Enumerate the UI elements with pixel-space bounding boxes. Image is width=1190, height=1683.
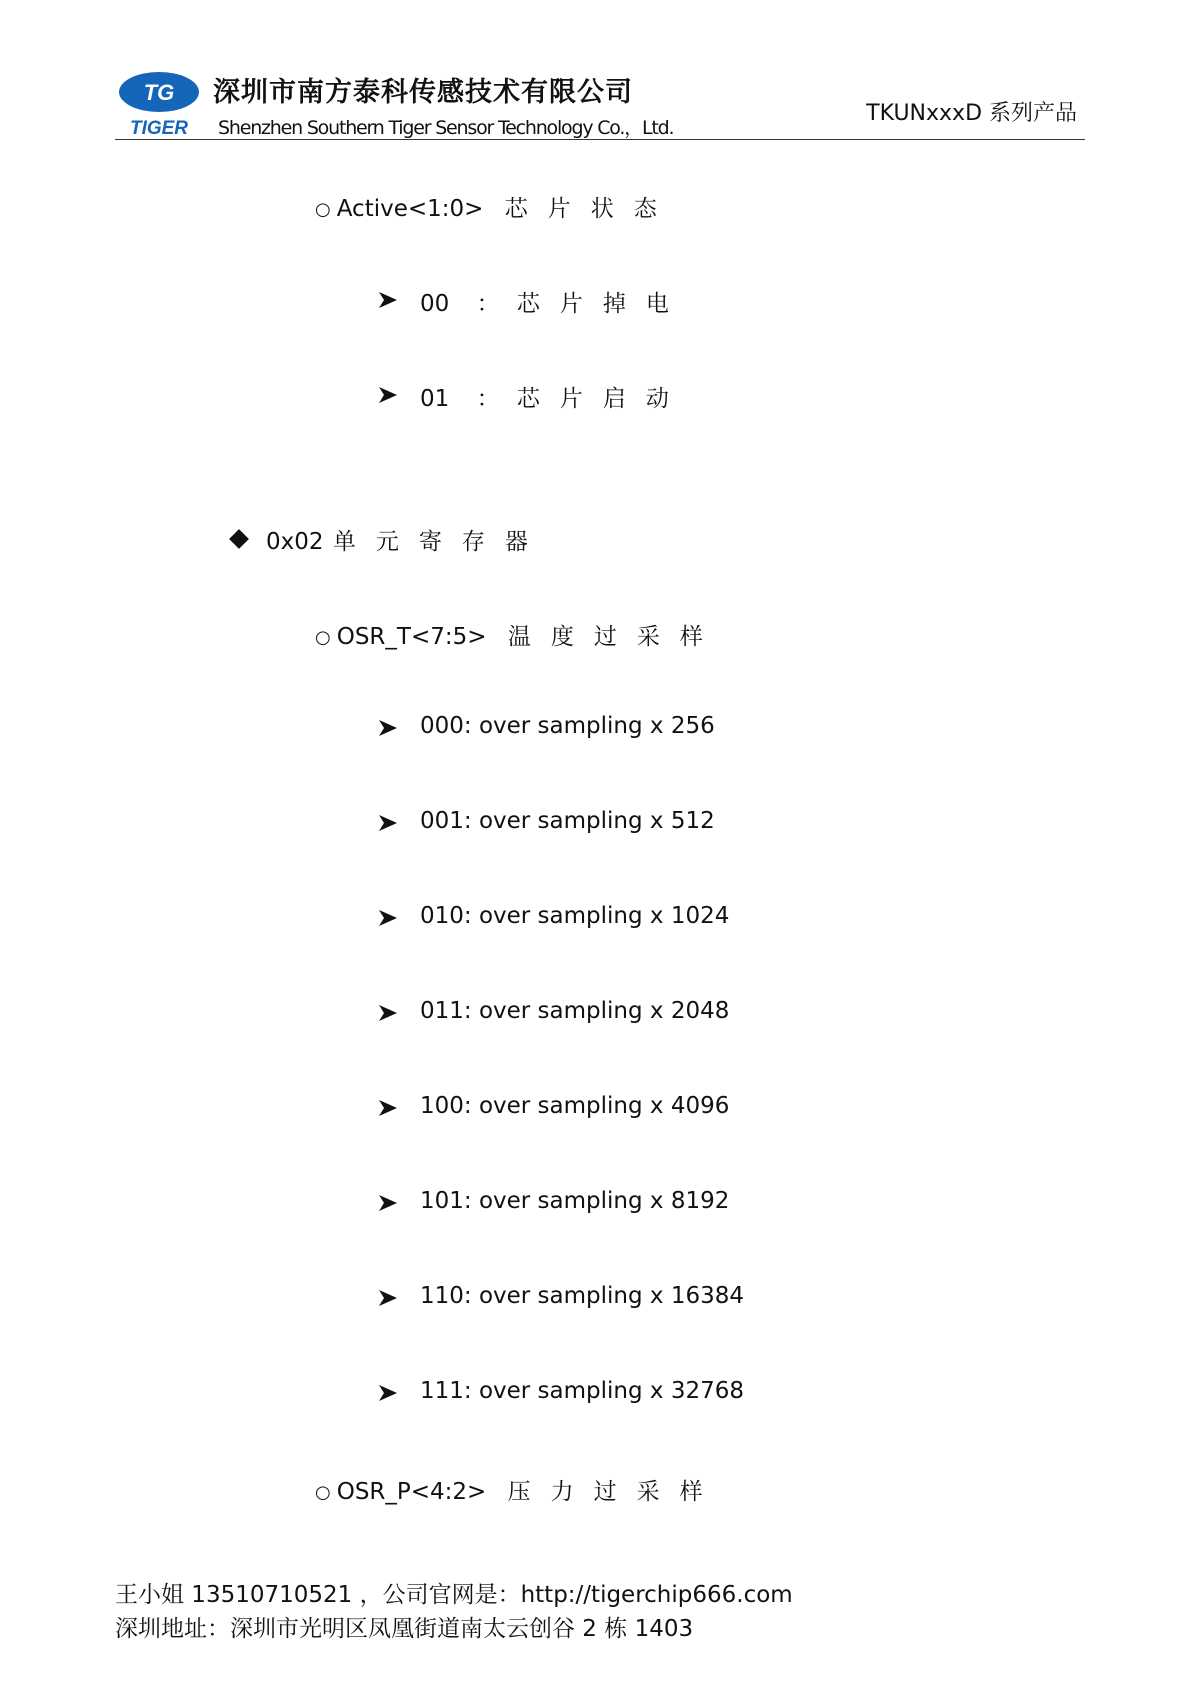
footer-contact: 王小姐 13510710521 ，公司官网是：http://tigerchip666.com [115, 1582, 793, 1608]
option-text: 100: over sampling x 4096 [420, 1093, 730, 1119]
field-desc: 芯片状态 [504, 196, 677, 222]
option-text: 000: over sampling x 256 [420, 713, 715, 739]
circle-bullet-icon: ○ [315, 1482, 331, 1503]
field-label: Active<1:0> [336, 196, 484, 222]
option-desc: 芯片启动 [516, 386, 689, 412]
diamond-bullet-icon [229, 529, 249, 549]
osr-t-option-item [378, 1188, 729, 1214]
svg-text:TG: TG [143, 80, 175, 105]
arrow-bullet-icon [378, 1194, 398, 1212]
company-logo [115, 68, 203, 140]
circle-bullet-icon: ○ [315, 627, 331, 648]
osr-t-option-item [378, 1378, 744, 1404]
arrow-bullet-icon [378, 386, 398, 404]
osr-t-option-item [378, 1283, 744, 1309]
osr-t-option-item [378, 1093, 729, 1119]
register-address: 0x02 [266, 529, 324, 555]
arrow-bullet-icon [378, 814, 398, 832]
company-name-cn: 深圳市南方泰科传感技术有限公司 [213, 77, 633, 108]
arrow-bullet-icon [378, 719, 398, 737]
option-code: 01 [420, 386, 450, 412]
osr-t-option-item [378, 808, 715, 834]
register-heading [232, 523, 548, 556]
arrow-bullet-icon [378, 1099, 398, 1117]
page-header [115, 60, 1085, 140]
option-separator: ： [476, 386, 500, 412]
option-text: 111: over sampling x 32768 [420, 1378, 744, 1404]
osr-t-option-item [378, 713, 715, 739]
circle-bullet-icon: ○ [315, 199, 331, 220]
osr-t-option-item [378, 998, 729, 1024]
option-text: 101: over sampling x 8192 [420, 1188, 730, 1214]
arrow-bullet-icon [378, 1004, 398, 1022]
footer-address: 深圳地址：深圳市光明区凤凰街道南太云创谷 2 栋 1403 [115, 1616, 694, 1642]
register-desc: 单元寄存器 [332, 529, 548, 555]
arrow-bullet-icon [378, 1289, 398, 1307]
option-desc: 芯片掉电 [516, 291, 689, 317]
company-name-en: Shenzhen Southern Tiger Sensor Technology Co.，Ltd. [218, 117, 674, 139]
svg-text:TIGER: TIGER [129, 118, 189, 139]
option-text: 001: over sampling x 512 [420, 808, 715, 834]
option-separator: ： [476, 291, 500, 317]
option-text: 010: over sampling x 1024 [420, 903, 730, 929]
field-label: OSR_T<7:5> [336, 624, 487, 650]
osr-t-field [315, 618, 723, 651]
option-code: 00 [420, 291, 450, 317]
option-text: 011: over sampling x 2048 [420, 998, 730, 1024]
field-label: OSR_P<4:2> [336, 1479, 487, 1505]
arrow-bullet-icon [378, 909, 398, 927]
arrow-bullet-icon [378, 291, 398, 309]
active-field [315, 190, 677, 223]
osr-t-option-item [378, 903, 729, 929]
osr-p-field [315, 1473, 723, 1506]
field-desc: 温度过采样 [507, 624, 723, 650]
active-option-item [378, 285, 689, 318]
product-series: TKUNxxxD 系列产品 [866, 101, 1077, 126]
arrow-bullet-icon [378, 1384, 398, 1402]
active-option-item [378, 380, 689, 413]
page-footer [115, 1578, 793, 1646]
header-divider [115, 139, 1085, 140]
option-text: 110: over sampling x 16384 [420, 1283, 744, 1309]
field-desc: 压力过采样 [507, 1479, 723, 1505]
